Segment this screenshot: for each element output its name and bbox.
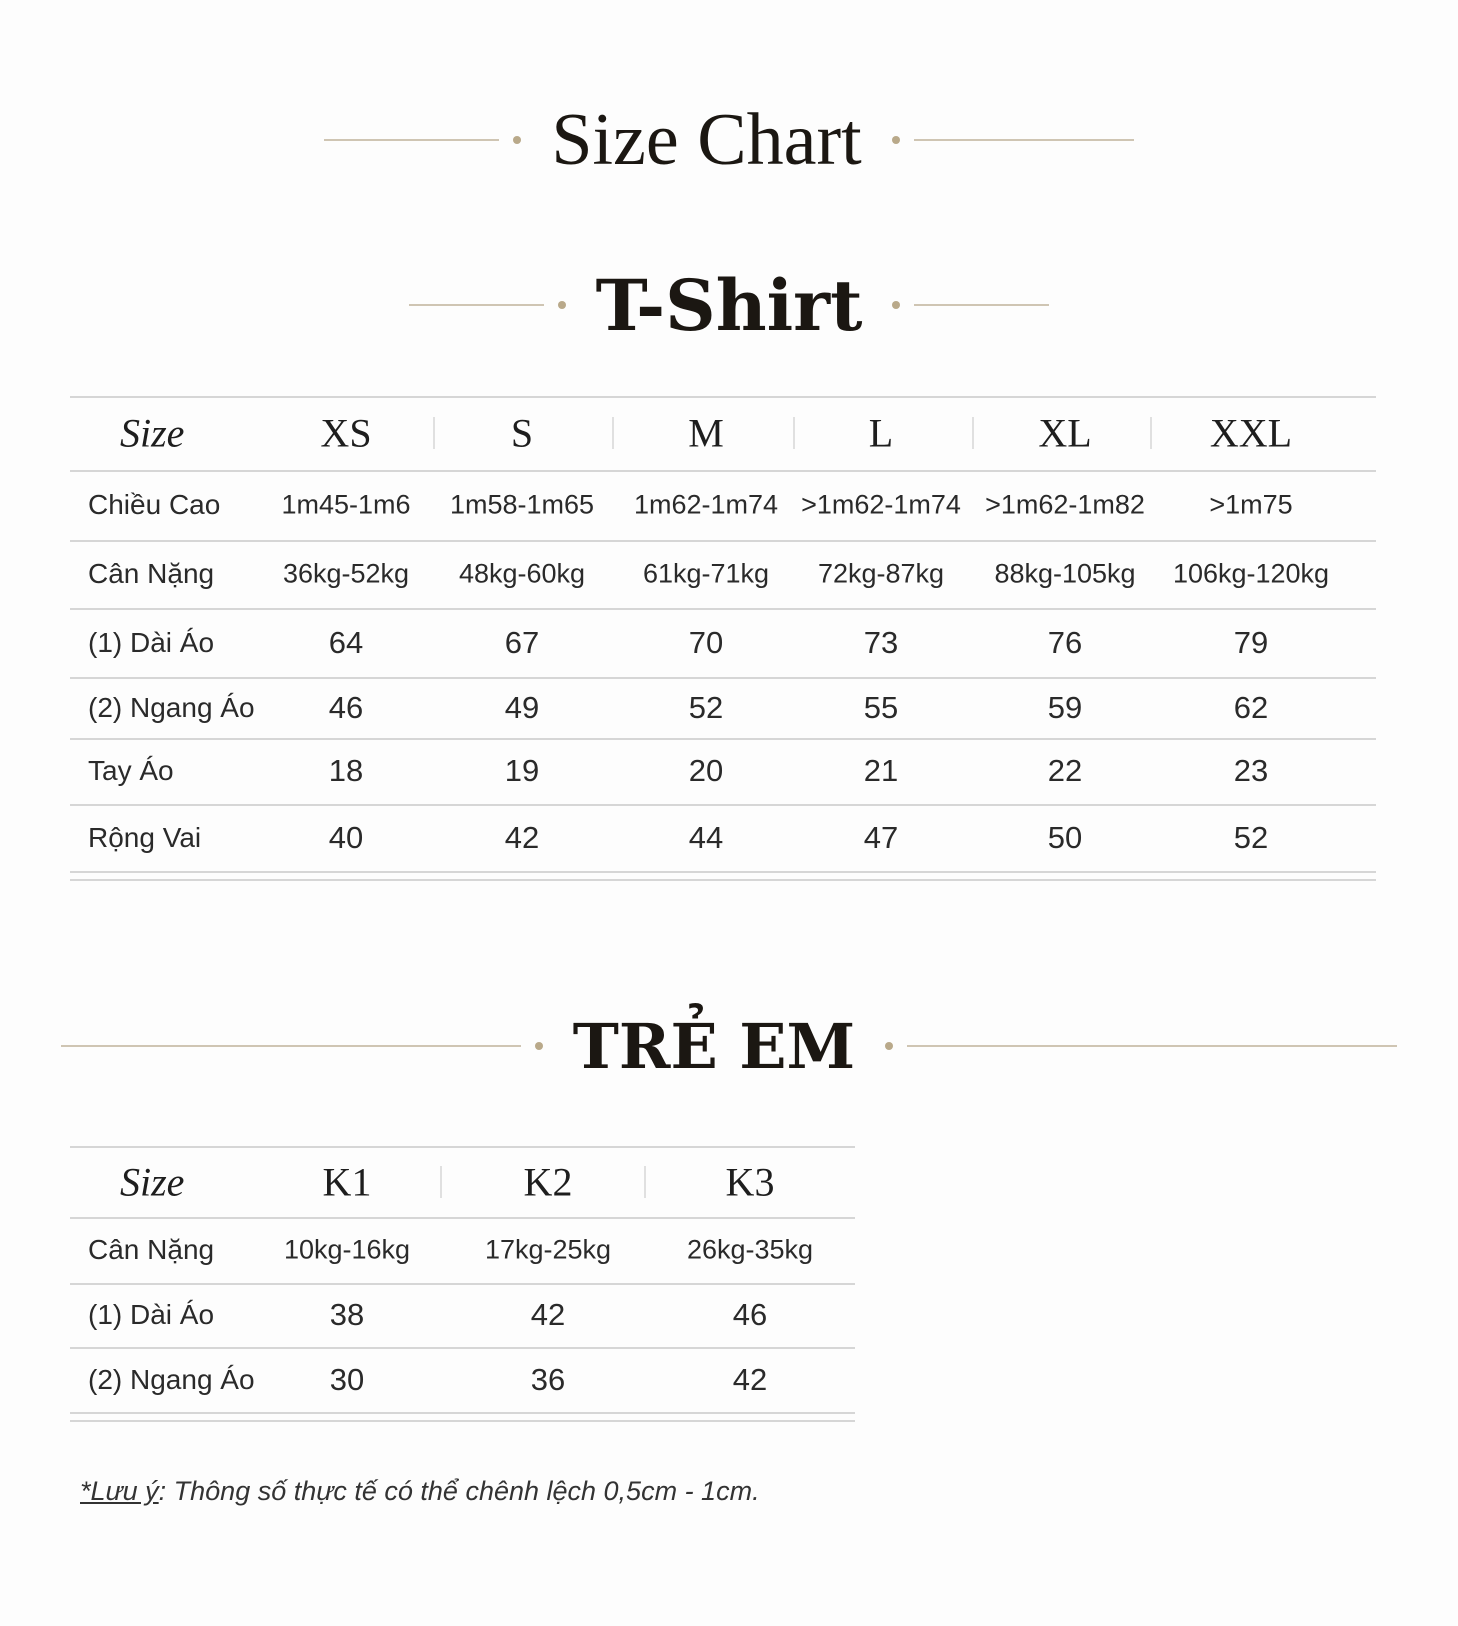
size-header-m: M <box>688 410 724 456</box>
row-label: (2) Ngang Áo <box>88 691 255 723</box>
row-label: (1) Dài Áo <box>88 1299 215 1330</box>
ornament-dot <box>892 301 900 309</box>
footnote <box>80 1476 760 1507</box>
section-title: T-Shirt <box>595 263 863 347</box>
row-label: Cân Nặng <box>88 1234 215 1265</box>
ornament-dot <box>892 136 900 144</box>
ornament-dot <box>558 301 566 309</box>
kids-size-table <box>70 1146 855 1426</box>
table-cell: 50 <box>1047 819 1083 855</box>
table-cell: >1m75 <box>1209 489 1293 520</box>
table-cell: 48kg-60kg <box>458 558 586 589</box>
table-cell: 70 <box>688 624 724 660</box>
size-header-s: S <box>510 410 534 456</box>
ornament-dot <box>885 1042 893 1050</box>
row-label: Rộng Vai <box>88 821 202 853</box>
table-cell: >1m62-1m74 <box>801 489 961 520</box>
table-cell: 61kg-71kg <box>642 558 770 589</box>
size-header-k3: K3 <box>725 1159 775 1204</box>
size-header-xl: XL <box>1038 410 1092 456</box>
table-cell: 10kg-16kg <box>283 1234 411 1265</box>
size-header-k1: K1 <box>322 1159 372 1204</box>
table-cell: 72kg-87kg <box>817 558 945 589</box>
table-cell: 1m58-1m65 <box>449 489 595 520</box>
row-label: Tay Áo <box>88 755 174 786</box>
row-label: Cân Nặng <box>88 558 215 589</box>
table-cell: 44 <box>688 819 724 855</box>
row-label: (1) Dài Áo <box>88 626 215 658</box>
table-cell: 55 <box>863 689 899 725</box>
divider <box>914 139 1134 141</box>
size-header-label: Size <box>120 1159 185 1204</box>
table-cell: 79 <box>1233 624 1269 660</box>
row-label: (2) Ngang Áo <box>88 1363 255 1395</box>
table-cell: 38 <box>329 1297 365 1332</box>
table-cell: 47 <box>863 819 899 855</box>
note-prefix: *Lưu ý <box>80 1476 159 1506</box>
table-row <box>70 396 1376 886</box>
table-cell: 21 <box>863 753 899 788</box>
ornament-dot <box>513 136 521 144</box>
ornament-dot <box>535 1042 543 1050</box>
table-cell: 26kg-35kg <box>686 1234 814 1265</box>
table-cell: 36kg-52kg <box>282 558 410 589</box>
size-header-xs: XS <box>320 410 372 456</box>
size-header-k2: K2 <box>523 1159 573 1204</box>
table-cell: 40 <box>328 819 364 855</box>
table-cell: 73 <box>863 624 899 660</box>
size-header-l: L <box>868 410 894 456</box>
tshirt-heading <box>0 265 1458 345</box>
table-cell: 62 <box>1233 689 1269 725</box>
table-cell: 30 <box>329 1361 365 1397</box>
table-cell: 49 <box>504 689 540 725</box>
divider <box>409 304 544 306</box>
row-label: Chiều Cao <box>88 489 221 520</box>
size-chart-title <box>0 100 1458 180</box>
table-cell: 59 <box>1047 689 1083 725</box>
table-cell: 42 <box>530 1297 566 1332</box>
table-cell: 67 <box>504 624 540 660</box>
table-cell: 64 <box>328 624 364 660</box>
page-title: Size Chart <box>551 98 862 181</box>
table-cell: 42 <box>504 819 540 855</box>
note-text: : Thông số thực tế có thể chênh lệch 0,5cm - 1cm. <box>158 1476 760 1506</box>
divider <box>914 304 1049 306</box>
divider <box>324 139 499 141</box>
divider <box>907 1045 1397 1047</box>
table-cell: 23 <box>1233 753 1269 788</box>
divider <box>61 1045 521 1047</box>
table-cell: 22 <box>1047 753 1083 788</box>
section-title: TRẺ EM <box>572 1009 856 1083</box>
table-cell: 19 <box>504 753 540 788</box>
table-cell: 76 <box>1047 624 1083 660</box>
table-cell: 18 <box>328 753 364 788</box>
table-cell: 46 <box>732 1297 768 1332</box>
table-cell: 106kg-120kg <box>1172 558 1330 589</box>
table-cell: 1m45-1m6 <box>281 489 411 520</box>
table-cell: 1m62-1m74 <box>633 489 779 520</box>
table-row <box>70 1146 855 1426</box>
table-cell: 42 <box>732 1361 768 1397</box>
tshirt-size-table <box>70 396 1376 886</box>
table-cell: >1m62-1m82 <box>985 489 1145 520</box>
table-cell: 36 <box>530 1361 566 1397</box>
table-cell: 52 <box>1233 819 1269 855</box>
table-cell: 17kg-25kg <box>484 1234 612 1265</box>
table-cell: 52 <box>688 689 724 725</box>
table-cell: 88kg-105kg <box>994 558 1136 589</box>
size-header-label: Size <box>120 410 185 456</box>
kids-heading <box>0 1006 1458 1086</box>
table-cell: 46 <box>328 689 364 725</box>
table-cell: 20 <box>688 753 724 788</box>
size-header-xxl: XXL <box>1209 410 1293 456</box>
